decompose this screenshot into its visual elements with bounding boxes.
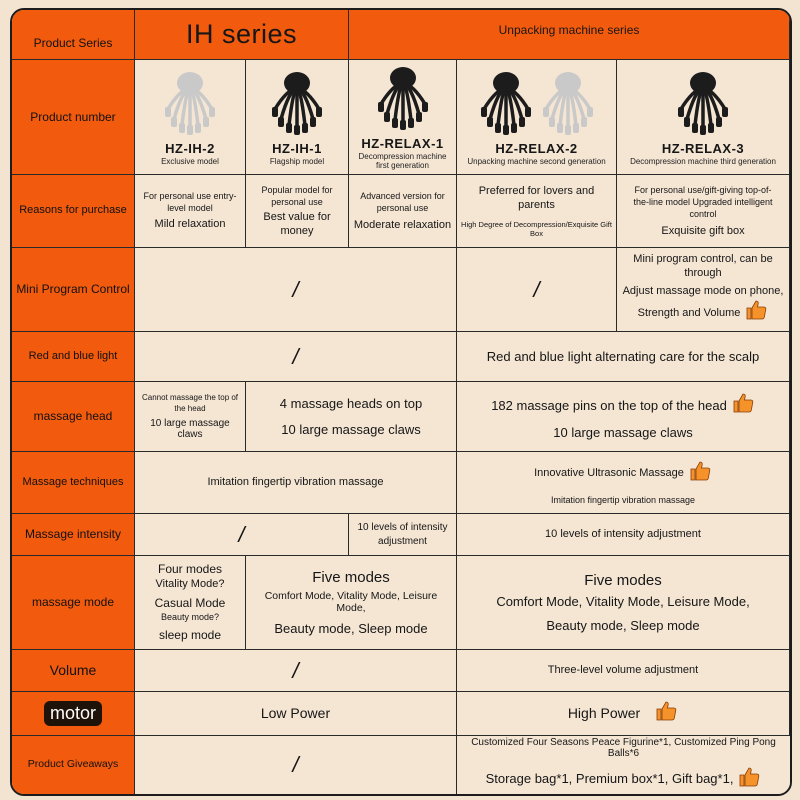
mini-program-text: Mini Program Control [16,282,130,296]
giveaways-text: Product Giveaways [27,758,119,771]
techniques-label [12,452,135,514]
product-name: HZ-RELAX-3 [661,140,745,156]
thumbs-up-icon [654,699,678,728]
intensity-value: 10 levels of intensity adjustment [357,521,448,547]
giveaways-cell-left [135,736,457,794]
product-cell-4 [457,60,617,175]
mini-program-label [12,248,135,332]
techniques-cell-left [135,452,457,514]
technique-text: Imitation fingertip vibration massage [207,476,384,489]
reason-detail: High Degree of Decompression/Exquisite Gift Box [461,220,612,239]
mode-text: massage mode [31,595,115,609]
ih-series-header [135,10,349,60]
massage-head-cell-2 [246,382,457,452]
product-series-text: Product Series [33,36,113,50]
massage-head-cell-3 [457,382,790,452]
mode-label [12,556,135,650]
product-subtitle: Flagship model [269,156,325,166]
comparison-table [10,8,792,796]
product-name: HZ-IH-1 [272,140,322,156]
red-blue-light-label [12,332,135,382]
product-subtitle: Exclusive model [161,156,219,166]
massage-head-line: 182 massage pins on the top of the head [491,397,727,413]
mode-line: Beauty mode, Sleep mode [546,617,700,633]
not-available-mark: / [238,521,245,547]
unpacking-series-title: Unpacking machine series [498,22,640,37]
red-blue-cell-right [457,332,790,382]
mode-line: Comfort Mode, Vitality Mode, Leisure Mode, [496,594,750,610]
product-cell-2 [246,60,349,175]
reasons-cell-2 [246,175,349,248]
mode-cell-1 [135,556,246,650]
product-cell-1 [135,60,246,175]
product-cell-5 [617,60,790,175]
product-subtitle: Unpacking machine second generation [467,156,606,166]
mode-cell-2 [246,556,457,650]
reason-detail: Advanced version for personal use [360,190,445,213]
thumbs-up-icon [688,459,712,488]
volume-value: Three-level volume adjustment [547,664,699,677]
product-number-text: Product number [30,109,116,124]
thumbs-up-icon [744,298,768,327]
product-name: HZ-RELAX-2 [495,140,578,156]
red-blue-light-text: Red and blue light [28,349,118,362]
reason-detail: Popular model for personal use [261,184,333,207]
motor-label [12,692,135,736]
intensity-text: Massage intensity [24,527,122,541]
reasons-cell-5 [617,175,790,248]
mode-cell-3 [457,556,790,650]
mode-line: Beauty mode, Sleep mode [274,620,428,636]
red-blue-cell-left [135,332,457,382]
head-massager-icon [375,64,431,134]
product-name: HZ-RELAX-1 [361,136,444,151]
product-cell-3 [349,60,457,175]
intensity-cell-right [457,514,790,556]
not-available-mark: / [292,657,299,683]
thumbs-up-icon [737,765,761,794]
thumbs-up-icon [731,391,755,420]
massage-head-note: Cannot massage the top of the head [141,393,239,413]
head-massager-icon [540,69,596,139]
motor-cell-left [135,692,457,736]
mini-program-line: Adjust massage mode on phone, [622,285,784,298]
reasons-text: Reasons for purchase [19,204,127,217]
techniques-text: Massage techniques [22,475,124,488]
giveaway-line: Customized Four Seasons Peace Figurine*1, Customized Ping Pong Balls*6 [471,736,776,759]
intensity-value: 10 levels of intensity adjustment [545,528,701,541]
mini-program-cell-relax3 [617,248,790,332]
giveaway-line: Storage bag*1, Premium box*1, Gift bag*1, [485,771,734,787]
product-number-label [12,60,135,175]
mode-line: sleep mode [158,627,222,642]
reason-summary: Best value for money [263,210,331,238]
unpacking-series-header [349,10,790,60]
technique-text: Imitation fingertip vibration massage [550,494,696,505]
head-massager-icon [162,69,218,139]
red-blue-feature: Red and blue light alternating care for the scalp [486,348,760,364]
mini-program-line: Strength and Volume [637,306,741,319]
reasons-label [12,175,135,248]
intensity-cell-ih [135,514,349,556]
product-series-label [12,10,135,60]
reason-summary: Preferred for lovers and parents [478,184,595,211]
volume-label [12,650,135,692]
intensity-label [12,514,135,556]
product-subtitle: Decompression machine third generation [630,156,776,166]
mini-program-line: Mini program control, can be through [633,252,773,279]
massage-head-line: 4 massage heads on top [279,395,423,411]
mini-program-cell-relax2 [457,248,617,332]
motor-value: Low Power [260,705,331,722]
motor-value: High Power [567,705,641,722]
volume-cell-right [457,650,790,692]
mode-line: Vitality Mode? [155,578,225,591]
head-massager-icon [478,69,534,139]
massage-head-text: massage head [33,409,113,423]
not-available-mark: / [292,752,299,777]
massage-head-line: 10 large massage claws [553,425,693,441]
reason-detail: For personal use entry-level model [143,191,237,214]
volume-text: Volume [49,661,97,678]
technique-text: Innovative Ultrasonic Massage [534,467,684,480]
mini-program-cell-ih [135,248,457,332]
volume-cell-left [135,650,457,692]
not-available-mark: / [292,343,299,369]
product-subtitle: Decompression machine first generation [358,152,447,170]
reasons-cell-3 [349,175,457,248]
reasons-cell-4 [457,175,617,248]
giveaways-label [12,736,135,794]
techniques-cell-right [457,452,790,514]
reason-summary: Exquisite gift box [661,225,745,238]
product-name: HZ-IH-2 [165,140,215,156]
mode-line: Beauty mode? [160,612,220,623]
not-available-mark: / [533,276,540,302]
not-available-mark: / [292,276,299,302]
head-massager-icon [675,69,731,139]
massage-head-claws: 10 large massage claws [150,417,230,440]
motor-text: motor [44,701,102,726]
mode-line: Four modes [157,561,223,576]
mode-line: Casual Mode [154,595,226,610]
mode-line: Comfort Mode, Vitality Mode, Leisure Mode, [264,589,438,614]
head-massager-icon [269,69,325,139]
intensity-cell-relax1 [349,514,457,556]
reason-detail: For personal use/gift-giving top-of-the-line model Upgraded intelligent control [633,184,773,219]
massage-head-line: 10 large massage claws [281,421,421,437]
reasons-cell-1 [135,175,246,248]
reason-summary: Moderate relaxation [353,218,452,231]
motor-cell-right [457,692,790,736]
mode-title: Five modes [312,568,390,586]
giveaways-cell-right [457,736,790,794]
mode-title: Five modes [584,571,662,589]
massage-head-label [12,382,135,452]
ih-series-title: IH series [185,19,298,49]
massage-head-cell-1 [135,382,246,452]
reason-summary: Mild relaxation [154,218,226,231]
